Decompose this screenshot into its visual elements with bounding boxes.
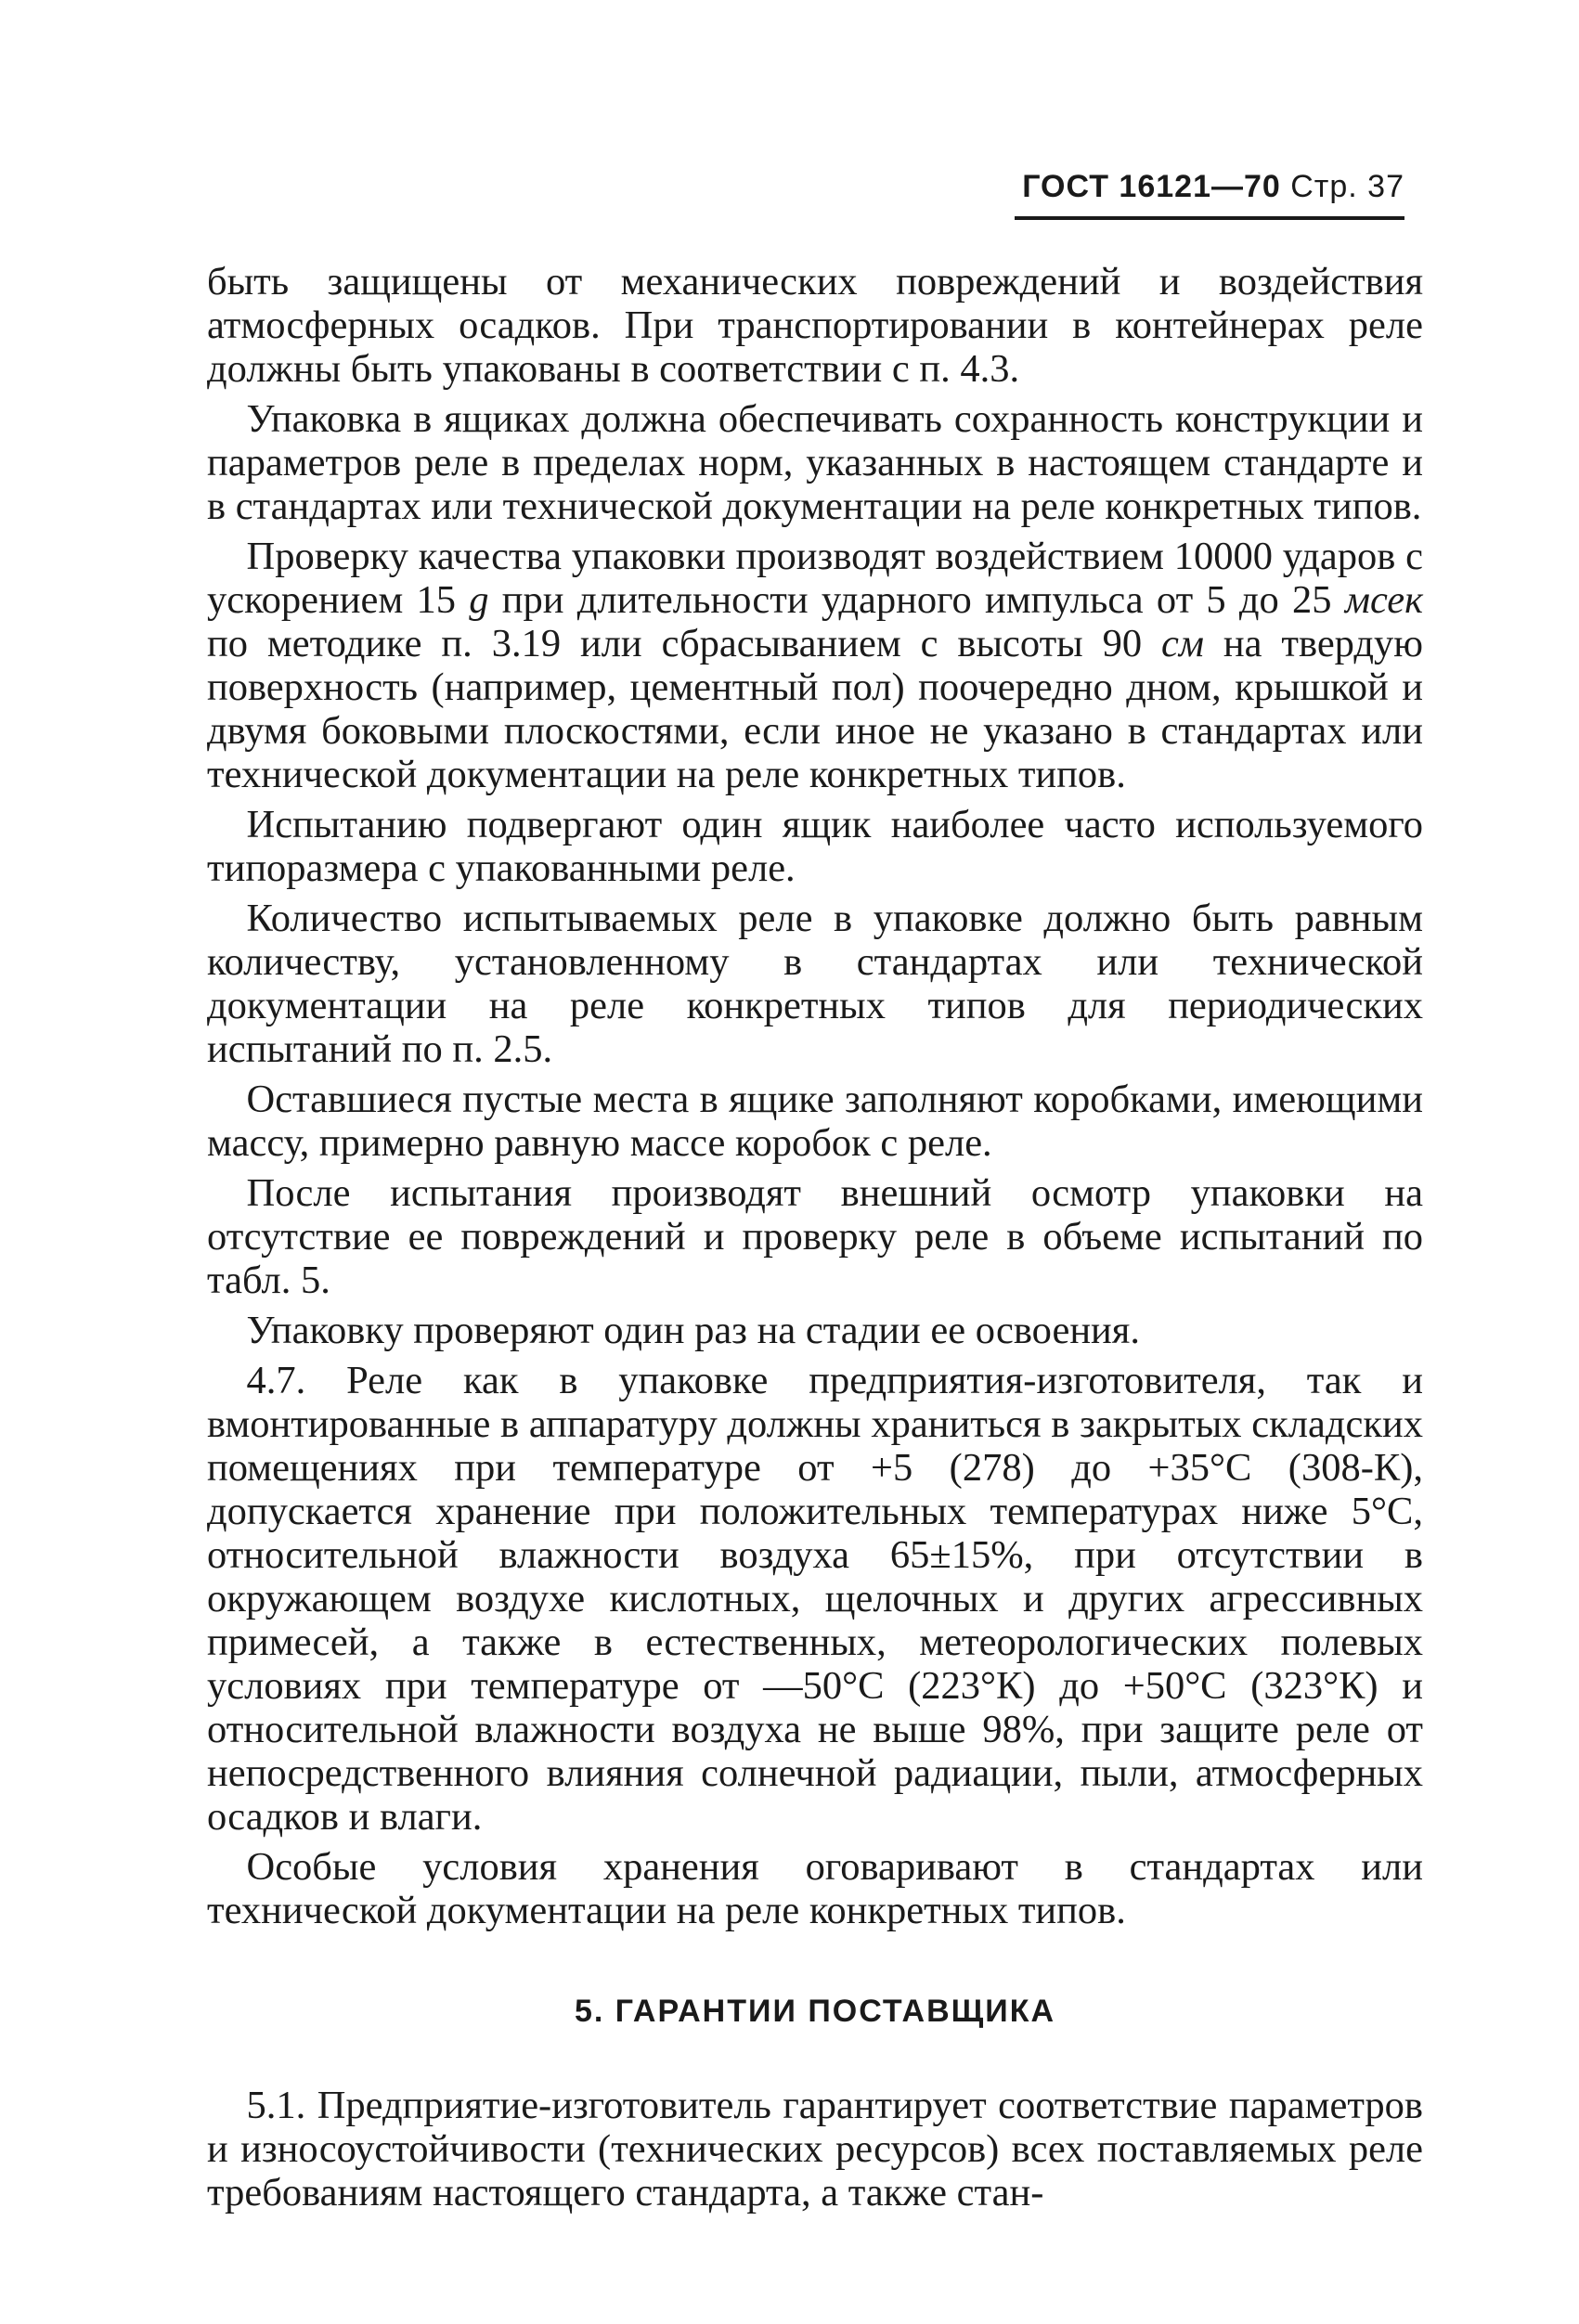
paragraph-3-part-b: при длительности ударного импульса от 5 до 25: [488, 578, 1345, 622]
paragraph-7: После испытания производят внешний осмотр упаковки на отсутствие ее повреждений и проверку реле в объеме испытаний по табл. 5.: [207, 1171, 1423, 1302]
paragraph-1: быть защищены от механических повреждений и воздействия атмосферных осадков. При транспортировании в контейнерах реле должны быть упакованы в соответствии с п. 4.3.: [207, 260, 1423, 391]
paragraph-3-part-a: Проверку качества упаковки производят воздействием 10000 ударов с ускорением 15: [207, 535, 1423, 622]
unit-msek: мсек: [1344, 578, 1423, 622]
unit-g: g: [469, 578, 489, 622]
page-header: [1015, 169, 1404, 220]
section-title: 5. ГАРАНТИИ ПОСТАВЩИКА: [574, 1994, 1056, 2029]
paragraph-5: Количество испытываемых реле в упаковке должно быть равным количеству, установленному в стандартах или технической документации на реле конкретных типов для периодических испытаний по п. 2.5.: [207, 897, 1423, 1071]
unit-sm: см: [1161, 622, 1205, 665]
paragraph-3: [207, 535, 1423, 796]
paragraph-6: Оставшиеся пустые места в ящике заполняют коробками, имеющими массу, примерно равную массе коробок с реле.: [207, 1078, 1423, 1165]
page-number: Стр. 37: [1290, 169, 1404, 204]
paragraph-10: Особые условия хранения оговаривают в стандартах или технической документации на реле конкретных типов.: [207, 1845, 1423, 1932]
paragraph-4-7: 4.7. Реле как в упаковке предприятия-изготовителя, так и вмонтированные в аппаратуру должны храниться в закрытых складских помещениях при температуре от +5 (278) до +35°С (308-К), допускается хранение при положительных температурах ниже 5°С, относительной влажности воздуха 65±15%, при отсутствии в окружающем воздухе кислотных, щелочных и других агрессивных примесей, а также в естественных, метеорологических полевых условиях при температуре от —50°С (223°К) до +50°С (323°К) и относительной влажности воздуха не выше 98%, при защите реле от непосредственного влияния солнечной радиации, пыли, атмосферных осадков и влаги.: [207, 1359, 1423, 1839]
paragraph-2: Упаковка в ящиках должна обеспечивать сохранность конструкции и параметров реле в пределах норм, указанных в настоящем стандарте и в стандартах или технической документации на реле конкретных типов.: [207, 397, 1423, 528]
paragraph-4: Испытанию подвергают один ящик наиболее часто используемого типоразмера с упакованными реле.: [207, 803, 1423, 890]
standard-number: ГОСТ 16121—70: [1022, 169, 1281, 204]
paragraph-3-part-c: по методике п. 3.19 или сбрасыванием с высоты 90: [207, 622, 1162, 665]
paragraph-8: Упаковку проверяют один раз на стадии ее освоения.: [246, 1309, 1140, 1352]
document-body: [207, 260, 1423, 2221]
paragraph-3-part-d: на твердую поверхность (например, цементный пол) поочередно дном, крышкой и двумя боковыми плоскостями, если иное не указано в стандартах или технической документации на реле конкретных типов.: [207, 622, 1423, 796]
paragraph-5-1: 5.1. Предприятие-изготовитель гарантирует соответствие параметров и износоустойчивости (технических ресурсов) всех поставляемых реле требованиям настоящего стандарта, а также стан-: [207, 2084, 1423, 2214]
